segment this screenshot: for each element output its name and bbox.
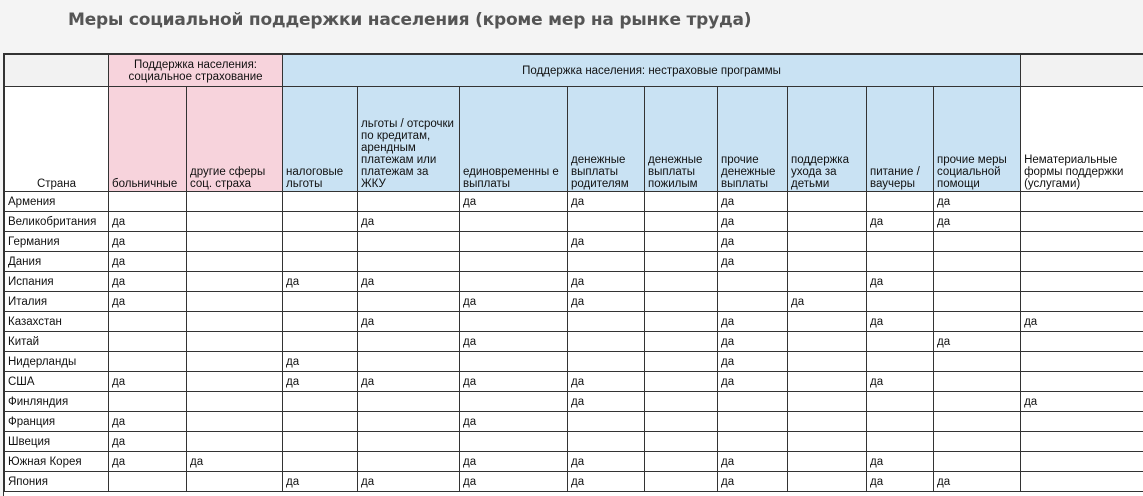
- measure-cell: [460, 232, 568, 252]
- country-cell: Швеция: [5, 432, 109, 452]
- measure-cell: [788, 212, 867, 232]
- table-row: [5, 292, 1143, 312]
- measure-cell: да: [934, 212, 1021, 232]
- measure-cell: да: [718, 252, 788, 272]
- measure-cell: да: [568, 392, 645, 412]
- measure-cell: да: [1021, 312, 1143, 332]
- measure-cell: [867, 292, 934, 312]
- measure-cell: [867, 352, 934, 372]
- measure-cell: [568, 332, 645, 352]
- measure-cell: да: [867, 212, 934, 232]
- measure-cell: [1021, 252, 1143, 272]
- measure-cell: [645, 392, 718, 412]
- measure-cell: [187, 412, 283, 432]
- measure-cell: да: [867, 452, 934, 472]
- measure-cell: [460, 432, 568, 452]
- measure-cell: [283, 192, 358, 212]
- measure-cell: [867, 432, 934, 452]
- measure-cell: [283, 392, 358, 412]
- measure-cell: [358, 252, 460, 272]
- measure-cell: [645, 312, 718, 332]
- measure-cell: [867, 192, 934, 212]
- measure-cell: [358, 352, 460, 372]
- measure-cell: да: [460, 192, 568, 212]
- measure-cell: [1021, 432, 1143, 452]
- column-header-other-social-aid: прочие меры социальной помощи: [934, 87, 1021, 192]
- measure-cell: [109, 392, 187, 412]
- measure-cell: да: [867, 272, 934, 292]
- measure-cell: [788, 352, 867, 372]
- measure-cell: [460, 252, 568, 272]
- measure-cell: да: [358, 472, 460, 492]
- country-cell: Казахстан: [5, 312, 109, 332]
- measure-cell: [1021, 272, 1143, 292]
- measure-cell: да: [460, 372, 568, 392]
- measure-cell: да: [568, 372, 645, 392]
- measure-cell: [645, 352, 718, 372]
- measure-cell: [283, 432, 358, 452]
- measure-cell: [645, 292, 718, 312]
- measure-cell: [187, 372, 283, 392]
- measure-cell: [109, 352, 187, 372]
- column-header-loan-deferrals: льготы / отсрочки по кредитам, арендным платежам или платежам за ЖКУ: [358, 87, 460, 192]
- country-cell: Южная Корея: [5, 452, 109, 472]
- measure-cell: [460, 352, 568, 372]
- measure-cell: [934, 392, 1021, 412]
- measure-cell: [645, 332, 718, 352]
- measure-cell: да: [718, 312, 788, 332]
- measure-cell: [1021, 292, 1143, 312]
- measure-cell: да: [460, 472, 568, 492]
- measure-cell: [187, 312, 283, 332]
- measure-cell: да: [187, 452, 283, 472]
- measure-cell: [645, 372, 718, 392]
- country-cell: Германия: [5, 232, 109, 252]
- column-header-row: [5, 87, 1143, 192]
- measure-cell: да: [109, 212, 187, 232]
- measure-cell: да: [788, 292, 867, 312]
- measure-cell: [283, 312, 358, 332]
- measure-cell: [187, 292, 283, 312]
- measure-cell: [568, 252, 645, 272]
- measure-cell: да: [867, 472, 934, 492]
- measure-cell: да: [718, 472, 788, 492]
- measure-cell: [788, 472, 867, 492]
- measure-cell: да: [109, 252, 187, 272]
- measure-cell: да: [568, 452, 645, 472]
- column-header-country: Страна: [5, 87, 109, 192]
- measure-cell: [934, 292, 1021, 312]
- table-row: [5, 392, 1143, 412]
- group-header-social-insurance: Поддержка населения: социальное страхование: [109, 55, 283, 87]
- measure-cell: [934, 272, 1021, 292]
- table-row: [5, 452, 1143, 472]
- measure-cell: [187, 232, 283, 252]
- measure-cell: [187, 192, 283, 212]
- measure-cell: [187, 252, 283, 272]
- measure-cell: [934, 372, 1021, 392]
- measure-cell: [718, 292, 788, 312]
- measure-cell: [358, 332, 460, 352]
- measure-cell: да: [109, 232, 187, 252]
- measure-cell: да: [109, 412, 187, 432]
- measure-cell: [934, 432, 1021, 452]
- measure-cell: [283, 232, 358, 252]
- measure-cell: да: [934, 192, 1021, 212]
- measure-cell: [358, 232, 460, 252]
- measure-cell: [283, 212, 358, 232]
- measure-cell: [788, 332, 867, 352]
- column-header-non-material-support: Нематериальные формы поддержки (услугами): [1021, 87, 1143, 192]
- measure-cell: [788, 432, 867, 452]
- measure-cell: [645, 272, 718, 292]
- measure-cell: [934, 412, 1021, 432]
- measure-cell: [934, 232, 1021, 252]
- measure-cell: [1021, 332, 1143, 352]
- measure-cell: [718, 432, 788, 452]
- measure-cell: да: [109, 432, 187, 452]
- country-cell: Армения: [5, 192, 109, 212]
- measure-cell: [568, 432, 645, 452]
- measure-cell: [187, 212, 283, 232]
- measure-cell: [187, 392, 283, 412]
- measure-cell: [109, 192, 187, 212]
- measure-cell: да: [109, 372, 187, 392]
- group-header-row: [5, 55, 1143, 87]
- measure-cell: [934, 252, 1021, 272]
- measure-cell: да: [358, 312, 460, 332]
- group-header-country-blank: [5, 55, 109, 87]
- measure-cell: [358, 192, 460, 212]
- measure-cell: [109, 332, 187, 352]
- measure-cell: да: [568, 272, 645, 292]
- measure-cell: [934, 312, 1021, 332]
- measure-cell: [934, 452, 1021, 472]
- table-row: [5, 252, 1143, 272]
- measure-cell: [645, 192, 718, 212]
- measure-cell: [358, 452, 460, 472]
- measure-cell: [187, 432, 283, 452]
- measure-cell: да: [283, 272, 358, 292]
- measure-cell: да: [867, 372, 934, 392]
- country-cell: Италия: [5, 292, 109, 312]
- measure-cell: [788, 232, 867, 252]
- measure-cell: да: [460, 332, 568, 352]
- measure-cell: [283, 452, 358, 472]
- measure-cell: [568, 212, 645, 232]
- measure-cell: да: [568, 232, 645, 252]
- measure-cell: [645, 432, 718, 452]
- measure-cell: [358, 292, 460, 312]
- table-row: [5, 272, 1143, 292]
- measure-cell: да: [718, 452, 788, 472]
- measure-cell: [867, 392, 934, 412]
- measure-cell: [568, 312, 645, 332]
- measure-cell: да: [460, 292, 568, 312]
- table-row: [5, 352, 1143, 372]
- measure-cell: [934, 352, 1021, 372]
- measure-cell: да: [283, 472, 358, 492]
- measure-cell: [1021, 372, 1143, 392]
- measure-cell: [358, 432, 460, 452]
- measure-cell: да: [358, 272, 460, 292]
- measure-cell: [1021, 352, 1143, 372]
- measure-cell: [788, 412, 867, 432]
- measure-cell: [788, 312, 867, 332]
- country-cell: Финляндия: [5, 392, 109, 412]
- measure-cell: [867, 412, 934, 432]
- page-title: Меры социальной поддержки населения (кроме мер на рынке труда): [68, 10, 751, 30]
- measure-cell: [645, 252, 718, 272]
- measure-cell: [788, 192, 867, 212]
- table-row: [5, 232, 1143, 252]
- measure-cell: да: [358, 372, 460, 392]
- measure-cell: да: [283, 352, 358, 372]
- measure-cell: [283, 252, 358, 272]
- country-cell: Дания: [5, 252, 109, 272]
- measure-cell: [1021, 192, 1143, 212]
- measure-cell: да: [460, 452, 568, 472]
- measure-cell: [109, 312, 187, 332]
- measure-cell: [283, 412, 358, 432]
- measure-cell: [718, 272, 788, 292]
- measure-cell: да: [568, 472, 645, 492]
- column-header-sick-leave: больничные: [109, 87, 187, 192]
- measure-cell: да: [568, 292, 645, 312]
- measure-cell: да: [109, 272, 187, 292]
- country-cell: Испания: [5, 272, 109, 292]
- measure-cell: [283, 332, 358, 352]
- country-cell: Франция: [5, 412, 109, 432]
- measure-cell: [187, 352, 283, 372]
- column-header-other-payments: прочие денежные выплаты: [718, 87, 788, 192]
- measure-cell: [645, 472, 718, 492]
- measure-cell: [788, 452, 867, 472]
- measure-cell: да: [934, 332, 1021, 352]
- country-cell: Китай: [5, 332, 109, 352]
- measure-cell: [867, 252, 934, 272]
- measure-cell: да: [718, 352, 788, 372]
- measure-cell: [568, 412, 645, 432]
- measure-cell: [718, 392, 788, 412]
- measure-cell: [187, 272, 283, 292]
- measure-cell: да: [283, 372, 358, 392]
- measure-cell: да: [1021, 392, 1143, 412]
- measure-cell: [645, 212, 718, 232]
- group-header-non-insurance: Поддержка населения: нестраховые программы: [283, 55, 1021, 87]
- country-cell: Япония: [5, 472, 109, 492]
- measure-cell: [460, 392, 568, 412]
- table-row: [5, 412, 1143, 432]
- measure-cell: [460, 212, 568, 232]
- measure-cell: да: [109, 292, 187, 312]
- measure-cell: [645, 412, 718, 432]
- measure-cell: [460, 312, 568, 332]
- measure-cell: [1021, 452, 1143, 472]
- group-header-last-blank: [1021, 55, 1143, 87]
- measure-cell: [568, 352, 645, 372]
- measure-cell: [1021, 212, 1143, 232]
- support-measures-table-container: [3, 53, 1143, 496]
- column-header-parent-payments: денежные выплаты родителям: [568, 87, 645, 192]
- support-measures-table: [4, 54, 1143, 492]
- measure-cell: [867, 232, 934, 252]
- table-body: [5, 192, 1143, 492]
- measure-cell: [645, 452, 718, 472]
- measure-cell: [460, 272, 568, 292]
- measure-cell: [1021, 472, 1143, 492]
- table-row: [5, 472, 1143, 492]
- measure-cell: [788, 392, 867, 412]
- country-cell: Великобритания: [5, 212, 109, 232]
- measure-cell: да: [718, 232, 788, 252]
- measure-cell: да: [718, 192, 788, 212]
- measure-cell: [109, 472, 187, 492]
- measure-cell: [358, 392, 460, 412]
- measure-cell: да: [358, 212, 460, 232]
- measure-cell: [788, 252, 867, 272]
- measure-cell: да: [568, 192, 645, 212]
- table-row: [5, 332, 1143, 352]
- measure-cell: да: [718, 372, 788, 392]
- measure-cell: [358, 412, 460, 432]
- measure-cell: да: [934, 472, 1021, 492]
- measure-cell: да: [109, 452, 187, 472]
- measure-cell: [283, 292, 358, 312]
- column-header-tax-benefits: налоговые льготы: [283, 87, 358, 192]
- measure-cell: [788, 272, 867, 292]
- measure-cell: [1021, 412, 1143, 432]
- measure-cell: [187, 332, 283, 352]
- country-cell: Нидерланды: [5, 352, 109, 372]
- table-row: [5, 432, 1143, 452]
- measure-cell: да: [718, 332, 788, 352]
- measure-cell: [187, 472, 283, 492]
- measure-cell: да: [867, 312, 934, 332]
- measure-cell: да: [460, 412, 568, 432]
- table-row: [5, 312, 1143, 332]
- measure-cell: [645, 232, 718, 252]
- measure-cell: [1021, 232, 1143, 252]
- table-row: [5, 192, 1143, 212]
- measure-cell: [867, 332, 934, 352]
- measure-cell: да: [718, 212, 788, 232]
- column-header-food-vouchers: питание / ваучеры: [867, 87, 934, 192]
- country-cell: США: [5, 372, 109, 392]
- table-row: [5, 372, 1143, 392]
- table-row: [5, 212, 1143, 232]
- measure-cell: [788, 372, 867, 392]
- column-header-elderly-payments: денежные выплаты пожилым: [645, 87, 718, 192]
- column-header-lump-sum-payments: единовременны е выплаты: [460, 87, 568, 192]
- column-header-childcare-support: поддержка ухода за детьми: [788, 87, 867, 192]
- column-header-other-insurance: другие сферы соц. страха: [187, 87, 283, 192]
- measure-cell: [718, 412, 788, 432]
